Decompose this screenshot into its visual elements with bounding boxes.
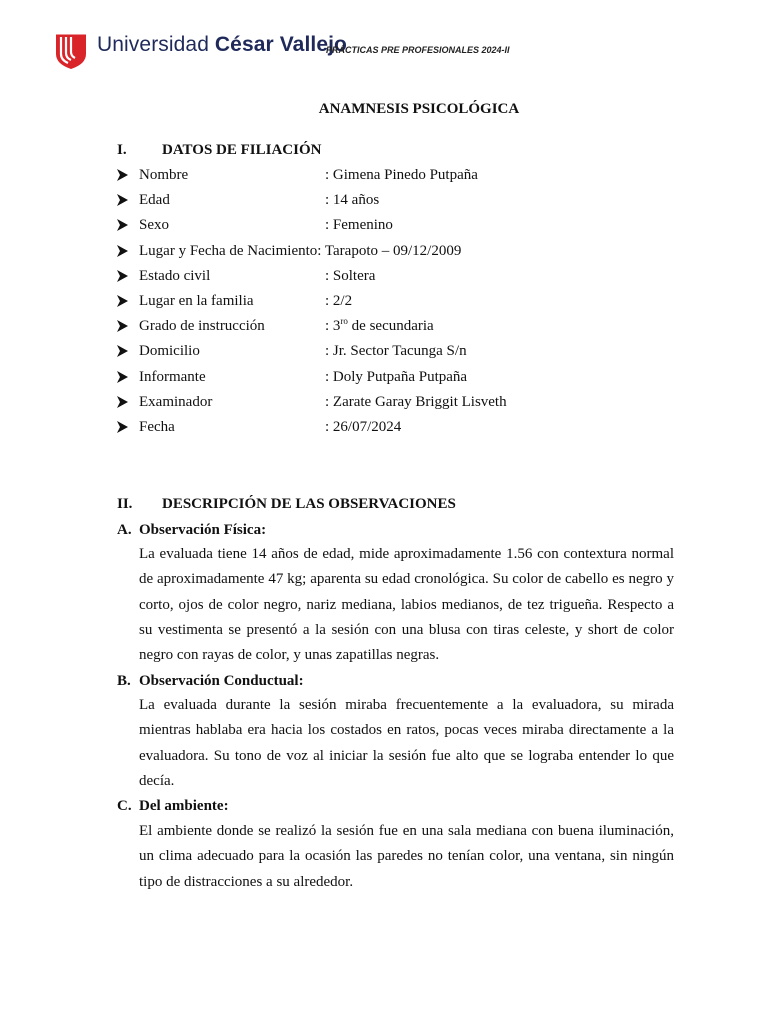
university-name-bold: César Vallejo — [214, 33, 347, 56]
arrow-bullet-icon — [117, 421, 128, 433]
page-title: ANAMNESIS PSICOLÓGICA — [318, 101, 520, 117]
subsection-title: Observación Conductual: — [139, 673, 304, 689]
ucv-logo-icon — [54, 32, 88, 70]
subsection-heading-fisica — [117, 522, 266, 539]
field-value-superscript: ro — [340, 316, 348, 327]
section-heading-observaciones — [117, 496, 456, 513]
field-value: : 26/07/2024 — [325, 419, 402, 435]
paragraph-observacion-fisica: La evaluada tiene 14 años de edad, mide aproximadamente 1.56 con contextura normal de aproximadamente 47 kg; aparenta su edad cronológica. Su color de cabello es negro y corto, ojos de color negro, nariz mediana, labios medianos, de tez trigueña. Respecto a su vestimenta se presentó a la sesión con una blusa con tiras celeste, y short de color negro con rayas de color, y unas zapatillas negras. — [139, 546, 674, 664]
field-label: Informante — [139, 368, 206, 385]
arrow-bullet-icon — [117, 270, 128, 282]
field-value-rest: de secundaria — [347, 318, 434, 335]
section-title: DESCRIPCIÓN DE LAS OBSERVACIONES — [162, 496, 456, 512]
field-label: Lugar y Fecha de Nacimiento — [139, 242, 318, 259]
subsection-title: Observación Física: — [139, 522, 267, 538]
university-name-light: Universidad — [97, 33, 215, 56]
subsection-letter: B. — [117, 673, 131, 689]
field-value: : 14 años — [325, 192, 380, 209]
subsection-letter: C. — [117, 798, 132, 814]
arrow-bullet-icon — [117, 194, 128, 206]
subsection-title: Del ambiente: — [139, 798, 229, 814]
arrow-bullet-icon — [117, 245, 128, 257]
field-label: Examinador — [139, 393, 213, 410]
field-row — [117, 243, 461, 263]
field-label: Fecha — [139, 419, 175, 435]
field-value: : Femenino — [325, 217, 393, 234]
field-value: : Doly Putpaña Putpaña — [325, 368, 468, 385]
field-value: : Tarapoto – 09/12/2009 — [317, 242, 462, 259]
field-value: : Zarate Garay Briggit Lisveth — [325, 393, 507, 410]
field-value: : Gimena Pinedo Putpaña — [325, 167, 478, 183]
document-header — [54, 30, 734, 72]
field-value-main: : 3 — [325, 318, 341, 335]
header-note: PRÁCTICAS PRE PROFESIONALES 2024-II — [326, 45, 510, 55]
arrow-bullet-icon — [117, 219, 128, 231]
paragraph-observacion-conductual: La evaluada durante la sesión miraba frecuentemente a la evaluadora, su mirada mientras hablaba era hacia los costados en ratos, pocas veces miraba directamente a la evaluadora. Su tono de voz al iniciar la sesión fue alto que se lograba entender lo que decía. — [139, 697, 674, 789]
section-heading-datos — [117, 142, 321, 159]
field-value: : 2/2 — [325, 293, 353, 309]
subsection-letter: A. — [117, 522, 132, 538]
field-value: : Jr. Sector Tacunga S/n — [325, 343, 467, 360]
arrow-bullet-icon — [117, 295, 128, 307]
field-value: : Soltera — [325, 267, 376, 284]
section-title: DATOS DE FILIACIÓN — [162, 142, 322, 158]
arrow-bullet-icon — [117, 320, 128, 332]
subsection-heading-ambiente — [117, 798, 229, 815]
section-number: II. — [117, 496, 133, 512]
field-value — [325, 318, 434, 335]
subsection-heading-conductual — [117, 673, 304, 690]
section-number: I. — [117, 142, 127, 158]
arrow-bullet-icon — [117, 371, 128, 383]
arrow-bullet-icon — [117, 396, 128, 408]
field-label: Sexo — [139, 217, 169, 234]
field-label: Edad — [139, 192, 170, 209]
field-label: Lugar en la familia — [139, 293, 254, 309]
arrow-bullet-icon — [117, 345, 128, 357]
university-name — [97, 33, 347, 57]
field-label: Nombre — [139, 167, 189, 183]
field-label: Domicilio — [139, 343, 200, 360]
arrow-bullet-icon — [117, 169, 128, 181]
field-label: Grado de instrucción — [139, 318, 265, 335]
paragraph-ambiente: El ambiente donde se realizó la sesión fue en una sala mediana con buena iluminación, un clima adecuado para la ocasión las paredes no tenían color, una ventana, sin ningún tipo de distracciones a su alrededor. — [139, 823, 674, 890]
field-label: Estado civil — [139, 267, 211, 284]
